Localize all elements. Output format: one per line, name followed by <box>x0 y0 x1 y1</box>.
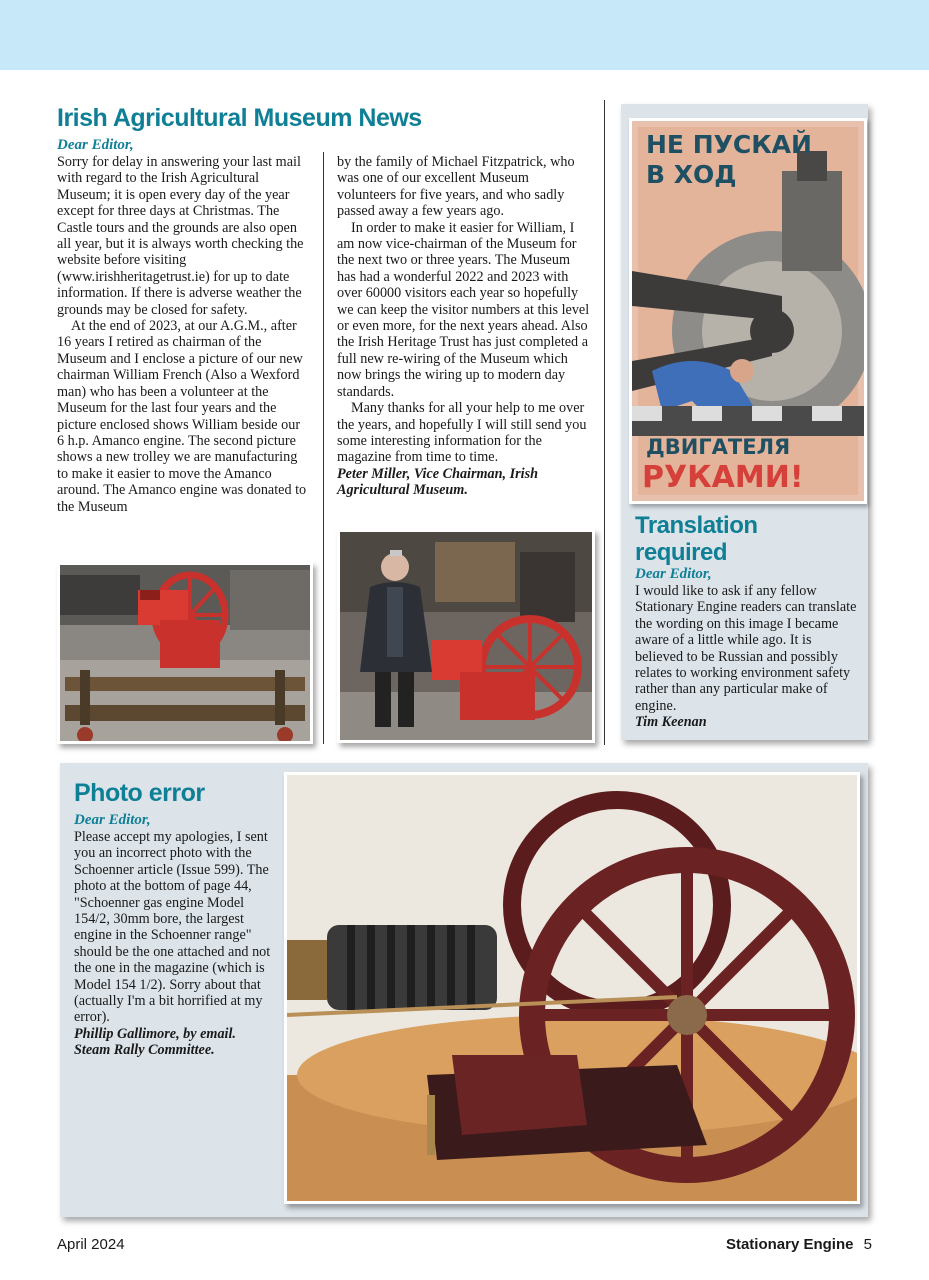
photo-error-body-block <box>74 829 276 1059</box>
translation-headline <box>635 512 758 566</box>
russian-poster <box>629 118 867 504</box>
museum-paragraph-3: by the family of Michael Fitzpatrick, who was one of our excellent Museum volunteers for five years, and who sadly passed away a few years ago. <box>337 154 575 220</box>
museum-paragraph-4: In order to make it easier for William, I am now vice-chairman of the Museum for the next two or three years. The Museum has had a wonderful 2022 and 2023 with over 60000 visitors each year so hopefully we can keep the visitor numbers at this level or even more, for the next years ahead. Also the Irish Heritage Trust has just completed a full new re-wiring of the Museum which now brings the wiring up to modern day standards. <box>337 219 590 400</box>
russian-poster-image <box>632 121 864 501</box>
translation-salutation: Dear Editor, <box>635 566 712 582</box>
footer-date: April 2024 <box>57 1236 125 1253</box>
translation-body: I would like to ask if any fellow Stationary Engine readers can translate the wording on this image I became aware of a little while ago. It is believed to be Russian and possibly relates to working environment safety rather than any particular make of engine. <box>635 583 857 714</box>
photo-error-signature-2: Steam Rally Committee. <box>74 1042 215 1059</box>
footer-page-number: 5 <box>863 1236 872 1253</box>
poster-bottom-line-1: ДВИГАТЕЛЯ <box>646 435 791 459</box>
translation-headline-line-2: required <box>635 539 728 566</box>
photo-error-signature-1: Phillip Gallimore, by email. <box>74 1025 236 1042</box>
photo-error-salutation: Dear Editor, <box>74 812 151 828</box>
museum-headline: Irish Agricultural Museum News <box>57 104 422 132</box>
translation-headline-line-1: Translation <box>635 512 758 539</box>
poster-top-line-1: НЕ ПУСКАЙ <box>646 130 812 159</box>
museum-salutation: Dear Editor, <box>57 137 134 153</box>
amanco-trolley-photo <box>57 562 313 744</box>
museum-paragraph-5: Many thanks for all your help to me over the years, and hopefully I will still send you some interesting information for the magazine from time to time. <box>337 400 587 466</box>
top-color-band <box>0 0 929 70</box>
translation-signature: Tim Keenan <box>635 714 707 731</box>
schoenner-engine-photo <box>284 772 860 1204</box>
museum-column-2 <box>337 154 590 499</box>
photo-error-body: Please accept my apologies, I sent you an incorrect photo with the Schoenner article (Issue 599). The photo at the bottom of page 44, "Schoenner gas engine Model 154/2, 30mm bore, the largest engine in the Schoenner range" should be the one attached and not the one in the magazine (which is Model 154 1/2). Sorry about that (actually I'm a bit horrified at my error). <box>74 829 271 1026</box>
museum-column-1 <box>57 154 310 515</box>
translation-body-block <box>635 583 859 731</box>
museum-paragraph-1: Sorry for delay in answering your last mail with regard to the Irish Agricultural Museum; it is open every day of the year except for three days at Christmas. The Castle tours and the grounds are also open all year, but it is always worth checking the website before visiting (www.irishheritagetrust.ie) for up to date information. If there is adverse weather the grounds may be closed for safety. <box>57 154 304 318</box>
footer-magazine-name: Stationary Engine <box>725 1236 854 1253</box>
footer-magazine-block <box>726 1236 872 1253</box>
poster-top-line-2: В ХОД <box>646 160 737 189</box>
museum-paragraph-2: At the end of 2023, at our A.G.M., after 16 years I retired as chairman of the Museum and I enclose a picture of our new chairman William French (Also a Wexford man) who has been a volunteer at the Museum for the last four years and the picture enclosed shows William beside our 6 h.p. Amanco engine. The second picture shows a new trolley we are manufacturing to make it easier to move the Amanco around. The Amanco engine was donated to the Museum <box>57 318 307 515</box>
poster-bottom-line-2: РУКАМИ! <box>642 460 804 495</box>
column-divider-1 <box>323 152 324 744</box>
amanco-trolley-image <box>60 565 310 741</box>
column-divider-2 <box>604 100 605 745</box>
william-french-photo <box>337 529 595 743</box>
photo-error-headline: Photo error <box>74 779 205 807</box>
schoenner-engine-image <box>287 775 857 1201</box>
william-french-image <box>340 532 592 740</box>
museum-signature: Peter Miller, Vice Chairman, Irish Agricultural Museum. <box>337 465 539 499</box>
